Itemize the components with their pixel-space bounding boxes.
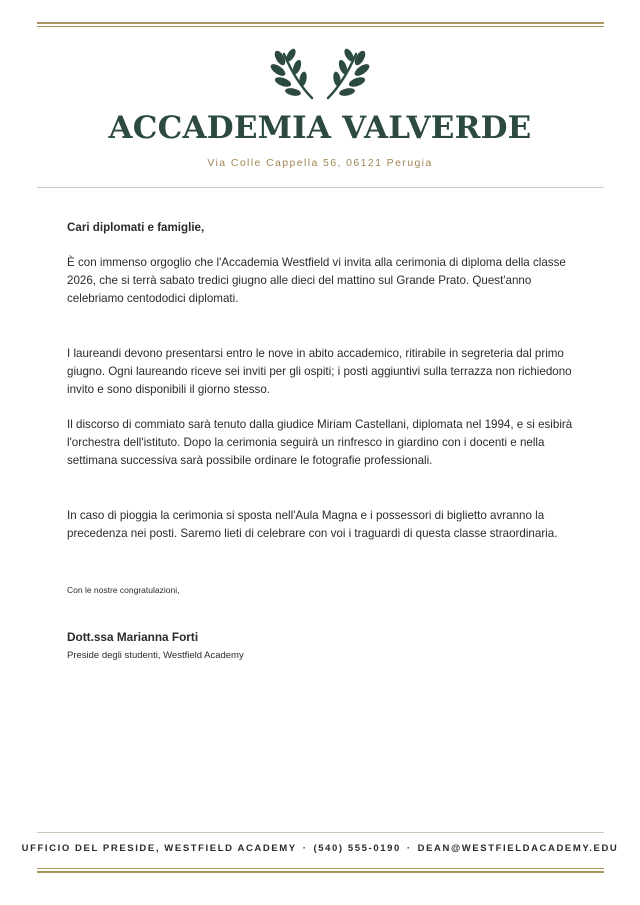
letter-greeting: Cari diplomati e famiglie,: [67, 221, 205, 234]
letter-paragraph: Il discorso di commiato sarà tenuto dalla giudice Miriam Castellani, diplomata nel 1994, e si esibirà l'orchestra dell'istituto. Dopo la cerimonia seguirà un rinfresco in giardino con i docenti e nella settimana successiva sarà possibile ordinare le fotografie professionali.: [67, 418, 573, 467]
signatory-title: Preside degli studenti, Westfield Academy: [67, 650, 244, 661]
letter-body: [67, 219, 577, 665]
top-gold-rule: [37, 22, 604, 27]
footer-phone: (540) 555-0190: [313, 843, 401, 854]
header-divider: [37, 187, 604, 188]
footer-divider: [37, 832, 604, 833]
school-address: Via Colle Cappella 56, 06121 Perugia: [207, 157, 433, 169]
footer-separator: ·: [406, 843, 412, 854]
letter-paragraph: In caso di pioggia la cerimonia si sposta nell'Aula Magna e i possessori di biglietto avranno la precedenza nei posti. Saremo lieti di celebrare con voi i traguardi di questa classe straordinaria.: [67, 509, 558, 540]
laurel-wreath-icon: [266, 48, 374, 104]
footer-separator: ·: [302, 843, 308, 854]
footer-office: UFFICIO DEL PRESIDE, WESTFIELD ACADEMY: [21, 843, 297, 854]
letter-closing: Con le nostre congratulazioni,: [67, 585, 180, 595]
school-name: ACCADEMIA VALVERDE: [108, 110, 532, 146]
footer-email: DEAN@WESTFIELDACADEMY.EDU: [417, 843, 619, 854]
letter-paragraph: I laureandi devono presentarsi entro le nove in abito accademico, ritirabile in segreteria dal primo giugno. Ogni laureando riceve sei inviti per gli ospiti; i posti aggiuntivi sulla terrazza non richiedono invito e sono disponibili il giorno stesso.: [67, 347, 572, 396]
footer-contact: [0, 843, 640, 854]
bottom-gold-rule: [37, 868, 604, 873]
signatory-name: Dott.ssa Marianna Forti: [67, 630, 199, 644]
letter-paragraph: È con immenso orgoglio che l'Accademia Westfield vi invita alla cerimonia di diploma della classe 2026, che si terrà sabato tredici giugno alle dieci del mattino sul Grande Prato. Quest'anno celebriamo centododici diplomati.: [67, 256, 566, 305]
